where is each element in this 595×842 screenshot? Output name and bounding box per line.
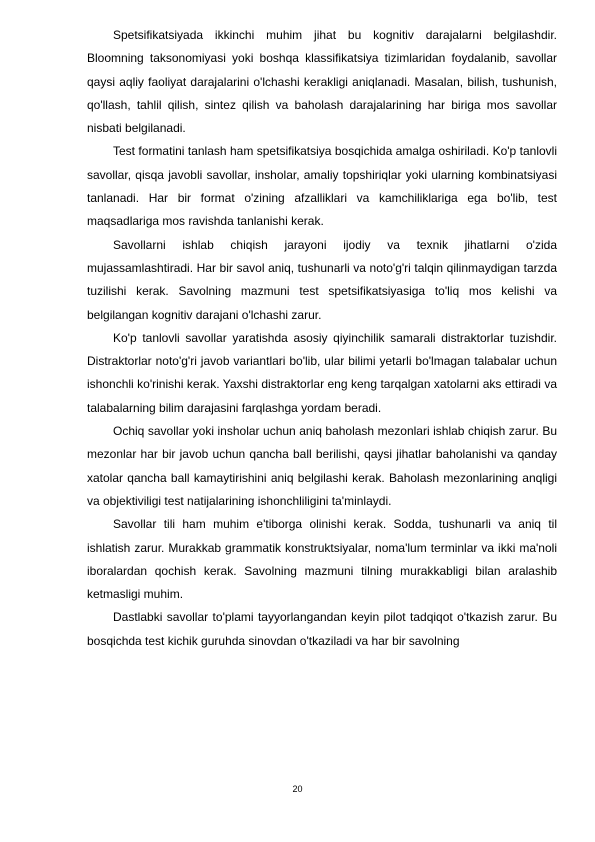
paragraph-question-language: Savollar tili ham muhim e'tiborga olinishi kerak. Sodda, tushunarli va aniq til ishlatish zarur. Murakkab grammatik konstruktsiyalar, noma'lum terminlar va ikki ma'noli iboralardan qochish kerak. Savolning mazmuni tilning murakkabligi bilan aralashib ketmasligi muhim. (87, 517, 557, 602)
paragraph-cognitive-levels: Spetsifikatsiyada ikkinchi muhim jihat bu kognitiv darajalarni belgilashdir. Bloomning taksonomiyasi yoki boshqa klassifikatsiya tizimlaridan foydalanib, savollar qaysi aqliy faoliyat darajalarini o'lchashi kerakligi aniqlanadi. Masalan, bilish, tushunish, qo'llash, tahlil qilish, sintez qilish va baholash darajalarining har biriga mos savollar nisbati belgilanadi. (87, 28, 557, 136)
page-number: 20 (292, 784, 303, 794)
document-page (87, 24, 557, 653)
paragraph-question-development: Savollarni ishlab chiqish jarayoni ijodiy va texnik jihatlarni o'zida mujassamlashtiradi. Har bir savol aniq, tushunarli va noto'g'ri talqin qilinmaydigan tarzda tuzilishi kerak. Savolning mazmuni test spetsifikatsiyasiga to'liq mos kelishi va belgilangan kognitiv darajani o'lchashi zarur. (87, 237, 557, 322)
paragraph-grading-criteria: Ochiq savollar yoki insholar uchun aniq baholash mezonlari ishlab chiqish zarur. Bu mezonlar har bir javob uchun qancha ball berilishi, qaysi jihatlar baholanishi va qanday xatolar qancha ball kamaytirishini aniq belgilashi kerak. Baholash mezonlarining anqligi va objektiviligi test natijalarining ishonchliligini ta'minlaydi. (87, 424, 557, 508)
paragraph-test-format: Test formatini tanlash ham spetsifikatsiya bosqichida amalga oshiriladi. Ko'p tanlovli savollar, qisqa javobli savollar, insholar, amaliy topshiriqlar yoki ularning kombinatsiyasi tanlanadi. Har bir format o'zining afzalliklari va kamchiliklariga ega bo'lib, test maqsadlariga mos ravishda tanlanishi kerak. (87, 144, 557, 229)
paragraph-distractors: Ko'p tanlovli savollar yaratishda asosiy qiyinchilik samarali distraktorlar tuzishdir. Distraktorlar noto'g'ri javob variantlari bo'lib, ular bilimi yetarli bo'lmagan talabalar uchun ishonchli ko'rinishi kerak. Yaxshi distraktorlar eng keng tarqalgan xatolarni aks ettiradi va talabalarning bilim darajasini farqlashga yordam beradi. (87, 330, 557, 415)
paragraph-pilot-study: Dastlabki savollar to'plami tayyorlangandan keyin pilot tadqiqot o'tkazish zarur. Bu bosqichda test kichik guruhda sinovdan o'tkaziladi va har bir savolning (87, 610, 557, 648)
